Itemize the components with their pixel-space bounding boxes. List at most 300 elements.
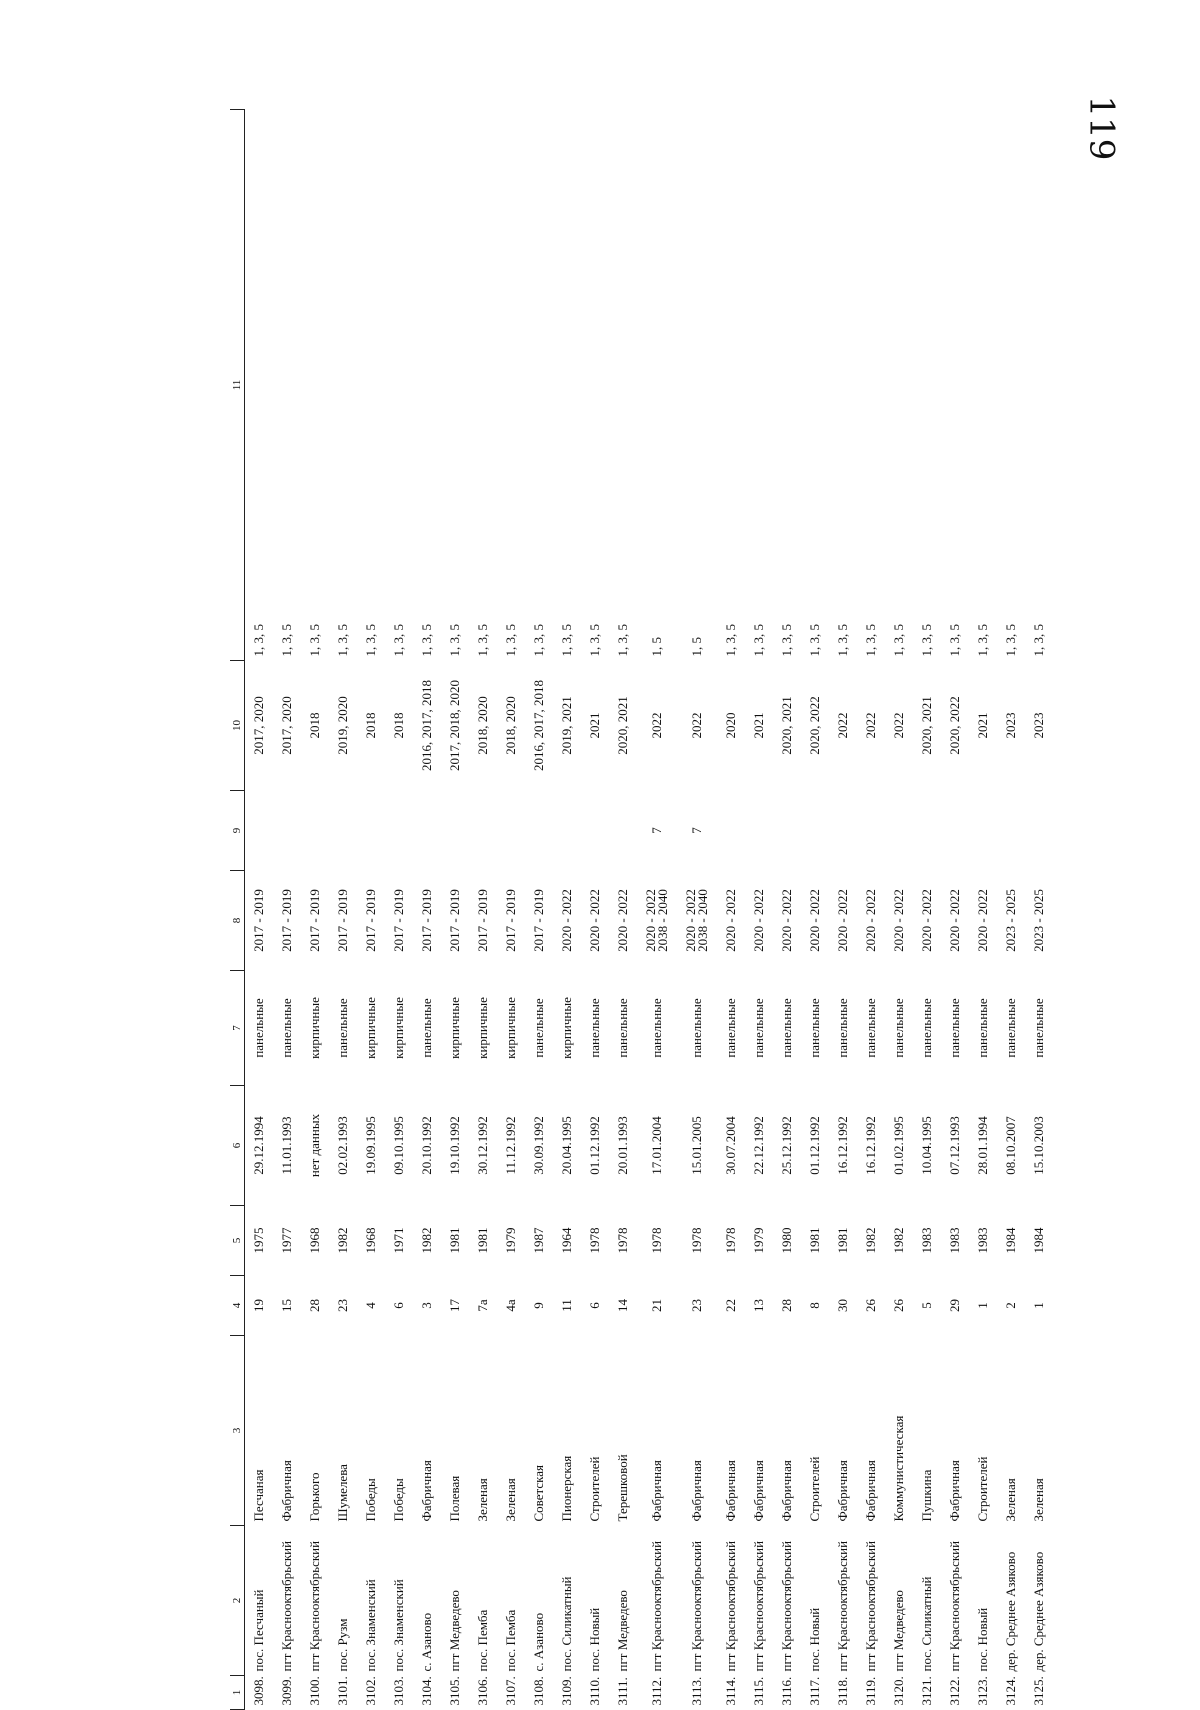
cell-codes: 1, 3, 5 [475, 624, 490, 657]
cell-date: 28.01.1994 [975, 1116, 990, 1175]
cell-date: 16.12.1992 [863, 1116, 878, 1175]
cell-years: 2018, 2020 [475, 696, 490, 755]
cell-years: 2020, 2021 [779, 696, 794, 755]
cell-extra-code: 7 [649, 827, 664, 834]
cell-house-number: 14 [615, 1299, 630, 1312]
cell-codes: 1, 3, 5 [307, 624, 322, 657]
cell-period: 2020 - 2022 [919, 889, 934, 952]
cell-extra-code [357, 791, 385, 871]
housing-table [230, 109, 1053, 1710]
cell-wall-material: панельные [891, 998, 906, 1058]
cell-row-number: 3118. [835, 1676, 850, 1706]
cell-street: Терешковой [615, 1454, 630, 1522]
cell-build-year: 1979 [503, 1227, 518, 1254]
cell-period: 2023 - 2025 [1003, 889, 1018, 952]
cell-build-year: 1978 [689, 1227, 704, 1254]
table-row [329, 110, 357, 1710]
cell-extra-code [1025, 791, 1053, 871]
cell-wall-material: панельные [587, 998, 602, 1058]
cell-years: 2018 [363, 712, 378, 739]
cell-house-number: 3 [419, 1302, 434, 1309]
cell-period: 2020 - 2022 [559, 889, 574, 952]
cell-wall-material: кирпичные [363, 997, 378, 1059]
cell-row-number: 3098. [251, 1676, 266, 1706]
cell-street: Пушкина [919, 1469, 934, 1522]
cell-house-number: 1 [975, 1302, 990, 1309]
cell-build-year: 1964 [559, 1227, 574, 1254]
cell-date: 30.07.2004 [723, 1116, 738, 1175]
cell-years: 2020, 2021 [919, 696, 934, 755]
cell-codes: 1, 3, 5 [363, 624, 378, 657]
cell-codes: 1, 3, 5 [447, 624, 462, 657]
cell-codes: 1, 3, 5 [559, 624, 574, 657]
cell-date: 19.10.1992 [447, 1116, 462, 1175]
cell-period: 2020 - 2022 [779, 889, 794, 952]
cell-build-year: 1982 [891, 1227, 906, 1254]
cell-build-year: 1981 [835, 1227, 850, 1254]
cell-build-year: 1971 [391, 1227, 406, 1254]
cell-house-number: 11 [559, 1299, 574, 1312]
cell-period: 2017 - 2019 [335, 889, 350, 952]
cell-house-number: 5 [919, 1302, 934, 1309]
cell-row-number: 3123. [975, 1676, 990, 1706]
cell-period: 2020 - 2022 2038 - 2040 [683, 889, 710, 952]
cell-row-number: 3103. [391, 1676, 406, 1706]
cell-house-number: 22 [723, 1299, 738, 1312]
cell-codes: 1, 3, 5 [335, 624, 350, 657]
cell-build-year: 1981 [475, 1227, 490, 1254]
cell-date: 02.02.1993 [335, 1116, 350, 1175]
cell-years: 2020, 2021 [615, 696, 630, 755]
cell-settlement: пгт Краснооктябрьский [835, 1540, 850, 1672]
column-header-4: 4 [230, 1276, 245, 1336]
cell-row-number: 3115. [751, 1676, 766, 1706]
cell-settlement: дер. Среднее Азяково [1031, 1551, 1046, 1672]
cell-years: 2020, 2022 [807, 696, 822, 755]
cell-street: Советская [531, 1465, 546, 1522]
table-row [273, 110, 301, 1710]
cell-build-year: 1968 [363, 1227, 378, 1254]
cell-codes: 1, 3, 5 [919, 624, 934, 657]
cell-settlement: пос. Силикатный [559, 1576, 574, 1672]
cell-settlement: пос. Силикатный [919, 1576, 934, 1672]
cell-wall-material: панельные [531, 998, 546, 1058]
cell-years: 2023 [1031, 712, 1046, 739]
cell-years: 2022 [863, 712, 878, 739]
cell-row-number: 3107. [503, 1676, 518, 1706]
cell-years: 2018 [391, 712, 406, 739]
cell-settlement: пос. Новый [975, 1607, 990, 1672]
cell-period: 2020 - 2022 [835, 889, 850, 952]
cell-years: 2018, 2020 [503, 696, 518, 755]
cell-date: 01.12.1992 [807, 1116, 822, 1175]
table-body [245, 110, 1054, 1710]
cell-settlement: пгт Краснооктябрьский [649, 1540, 664, 1672]
page-number: 119 [1081, 95, 1122, 161]
cell-date: 17.01.2004 [649, 1116, 664, 1175]
cell-period: 2017 - 2019 [419, 889, 434, 952]
cell-extra-code [525, 791, 553, 871]
cell-row-number: 3110. [587, 1676, 602, 1706]
cell-build-year: 1979 [751, 1227, 766, 1254]
cell-wall-material: панельные [779, 998, 794, 1058]
cell-build-year: 1968 [307, 1227, 322, 1254]
cell-build-year: 1983 [947, 1227, 962, 1254]
cell-house-number: 17 [447, 1299, 462, 1312]
table-row [969, 110, 997, 1710]
cell-years: 2017, 2020 [279, 696, 294, 755]
cell-date: 20.01.1993 [615, 1116, 630, 1175]
cell-build-year: 1981 [807, 1227, 822, 1254]
header-row [230, 110, 245, 1710]
cell-street: Фабричная [649, 1460, 664, 1522]
table-row [857, 110, 885, 1710]
cell-row-number: 3100. [307, 1676, 322, 1706]
table-row [997, 110, 1025, 1710]
cell-house-number: 26 [863, 1299, 878, 1312]
cell-build-year: 1982 [419, 1227, 434, 1254]
table-row [301, 110, 329, 1710]
cell-row-number: 3116. [779, 1676, 794, 1706]
cell-settlement: дер. Среднее Азяково [1003, 1551, 1018, 1672]
cell-row-number: 3122. [947, 1676, 962, 1706]
cell-street: Победы [363, 1478, 378, 1522]
cell-wall-material: панельные [975, 998, 990, 1058]
cell-street: Строителей [975, 1456, 990, 1522]
cell-build-year: 1977 [279, 1227, 294, 1254]
table-row [637, 110, 677, 1710]
cell-settlement: с. Азаново [531, 1612, 546, 1672]
cell-extra-code [773, 791, 801, 871]
cell-extra-code [385, 791, 413, 871]
cell-settlement: пос. Пемба [475, 1609, 490, 1672]
cell-wall-material: панельные [649, 998, 664, 1058]
cell-years: 2019, 2020 [335, 696, 350, 755]
cell-settlement: пос. Знаменский [363, 1579, 378, 1672]
column-header-1: 1 [230, 1676, 245, 1710]
column-header-11: 11 [230, 110, 245, 661]
cell-row-number: 3111. [615, 1677, 630, 1706]
cell-build-year: 1978 [615, 1227, 630, 1254]
table-row [497, 110, 525, 1710]
cell-row-number: 3117. [807, 1676, 822, 1706]
cell-period: 2017 - 2019 [391, 889, 406, 952]
cell-date: 30.12.1992 [475, 1116, 490, 1175]
cell-wall-material: кирпичные [447, 997, 462, 1059]
cell-date: 11.12.1992 [503, 1116, 518, 1175]
cell-street: Фабричная [279, 1460, 294, 1522]
cell-date: 22.12.1992 [751, 1116, 766, 1175]
cell-house-number: 7а [475, 1299, 490, 1312]
cell-codes: 1, 3, 5 [503, 624, 518, 657]
cell-wall-material: панельные [251, 998, 266, 1058]
cell-date: 08.10.2007 [1003, 1116, 1018, 1175]
cell-period: 2020 - 2022 [587, 889, 602, 952]
cell-period: 2020 - 2022 [723, 889, 738, 952]
cell-extra-code [329, 791, 357, 871]
cell-build-year: 1975 [251, 1227, 266, 1254]
cell-extra-code [829, 791, 857, 871]
cell-row-number: 3104. [419, 1676, 434, 1706]
cell-extra-code [913, 791, 941, 871]
cell-street: Фабричная [947, 1460, 962, 1522]
table-row [913, 110, 941, 1710]
cell-street: Фабричная [723, 1460, 738, 1522]
cell-date: 01.12.1992 [587, 1116, 602, 1175]
column-header-8: 8 [230, 871, 245, 971]
cell-codes: 1, 3, 5 [751, 624, 766, 657]
cell-codes: 1, 3, 5 [419, 624, 434, 657]
cell-wall-material: панельные [1031, 998, 1046, 1058]
cell-settlement: пос. Рузм [335, 1618, 350, 1672]
cell-build-year: 1980 [779, 1227, 794, 1254]
cell-extra-code [857, 791, 885, 871]
table-row [609, 110, 637, 1710]
cell-date: 15.01.2005 [689, 1116, 704, 1175]
cell-period: 2017 - 2019 [279, 889, 294, 952]
cell-years: 2017, 2020 [251, 696, 266, 755]
cell-date: 25.12.1992 [779, 1116, 794, 1175]
cell-wall-material: панельные [1003, 998, 1018, 1058]
cell-date: 15.10.2003 [1031, 1116, 1046, 1175]
cell-wall-material: панельные [419, 998, 434, 1058]
cell-codes: 1, 3, 5 [863, 624, 878, 657]
cell-codes: 1, 3, 5 [807, 624, 822, 657]
table-row [1025, 110, 1053, 1710]
cell-wall-material: панельные [723, 998, 738, 1058]
cell-wall-material: панельные [919, 998, 934, 1058]
cell-house-number: 21 [649, 1299, 664, 1312]
cell-house-number: 19 [251, 1299, 266, 1312]
cell-years: 2020, 2022 [947, 696, 962, 755]
cell-period: 2017 - 2019 [503, 889, 518, 952]
column-header-5: 5 [230, 1206, 245, 1276]
cell-codes: 1, 3, 5 [835, 624, 850, 657]
cell-settlement: пгт Краснооктябрьский [689, 1540, 704, 1672]
cell-settlement: пос. Знаменский [391, 1579, 406, 1672]
cell-extra-code [553, 791, 581, 871]
cell-build-year: 1978 [587, 1227, 602, 1254]
cell-years: 2022 [835, 712, 850, 739]
cell-period: 2017 - 2019 [363, 889, 378, 952]
table-row [745, 110, 773, 1710]
rotated-table-wrapper [230, 110, 1046, 1710]
cell-house-number: 4а [503, 1299, 518, 1312]
cell-date: 20.10.1992 [419, 1116, 434, 1175]
table-row [717, 110, 745, 1710]
cell-wall-material: панельные [863, 998, 878, 1058]
cell-extra-code [581, 791, 609, 871]
table-row [245, 110, 274, 1710]
cell-settlement: пгт Краснооктябрьский [307, 1540, 322, 1672]
cell-years: 2017, 2018, 2020 [447, 680, 462, 771]
cell-build-year: 1978 [723, 1227, 738, 1254]
cell-street: Горького [307, 1472, 322, 1522]
cell-date: 16.12.1992 [835, 1116, 850, 1175]
cell-years: 2021 [587, 712, 602, 739]
column-header-10: 10 [230, 661, 245, 791]
cell-wall-material: кирпичные [559, 997, 574, 1059]
cell-row-number: 3102. [363, 1676, 378, 1706]
cell-period: 2020 - 2022 [615, 889, 630, 952]
cell-codes: 1, 3, 5 [587, 624, 602, 657]
cell-period: 2020 - 2022 [975, 889, 990, 952]
cell-period: 2020 - 2022 [947, 889, 962, 952]
cell-house-number: 4 [363, 1302, 378, 1309]
cell-extra-code [441, 791, 469, 871]
cell-street: Фабричная [689, 1460, 704, 1522]
cell-codes: 1, 3, 5 [615, 624, 630, 657]
cell-years: 2021 [751, 712, 766, 739]
cell-house-number: 23 [689, 1299, 704, 1312]
cell-build-year: 1982 [863, 1227, 878, 1254]
cell-build-year: 1983 [975, 1227, 990, 1254]
cell-street: Зеленая [1031, 1478, 1046, 1522]
table-row [525, 110, 553, 1710]
cell-extra-code [245, 791, 274, 871]
cell-codes: 1, 3, 5 [779, 624, 794, 657]
cell-settlement: пос. Пемба [503, 1609, 518, 1672]
cell-period: 2020 - 2022 2038 - 2040 [643, 889, 670, 952]
cell-settlement: с. Азаново [419, 1612, 434, 1672]
table-row [385, 110, 413, 1710]
cell-date: 09.10.1995 [391, 1116, 406, 1175]
cell-codes: 1, 3, 5 [891, 624, 906, 657]
cell-years: 2023 [1003, 712, 1018, 739]
cell-street: Фабричная [779, 1460, 794, 1522]
column-header-9: 9 [230, 791, 245, 871]
cell-codes: 1, 3, 5 [279, 624, 294, 657]
cell-settlement: пгт Медведево [615, 1590, 630, 1672]
cell-street: Пионерская [559, 1455, 574, 1522]
cell-settlement: пгт Краснооктябрьский [279, 1540, 294, 1672]
cell-codes: 1, 3, 5 [391, 624, 406, 657]
cell-extra-code [273, 791, 301, 871]
cell-extra-code [745, 791, 773, 871]
cell-house-number: 29 [947, 1299, 962, 1312]
cell-house-number: 30 [835, 1299, 850, 1312]
cell-years: 2020 [723, 712, 738, 739]
table-row [413, 110, 441, 1710]
cell-settlement: пгт Медведево [447, 1590, 462, 1672]
cell-row-number: 3125. [1031, 1676, 1046, 1706]
cell-wall-material: панельные [689, 998, 704, 1058]
cell-wall-material: кирпичные [503, 997, 518, 1059]
cell-wall-material: панельные [615, 998, 630, 1058]
cell-years: 2022 [649, 712, 664, 739]
cell-house-number: 28 [779, 1299, 794, 1312]
column-header-3: 3 [230, 1336, 245, 1526]
cell-street: Зеленая [503, 1478, 518, 1522]
cell-build-year: 1984 [1003, 1227, 1018, 1254]
table-row [553, 110, 581, 1710]
cell-codes: 1, 3, 5 [947, 624, 962, 657]
cell-codes: 1, 3, 5 [723, 624, 738, 657]
cell-settlement: пгт Краснооктябрьский [863, 1540, 878, 1672]
cell-period: 2023 - 2025 [1031, 889, 1046, 952]
cell-codes: 1, 3, 5 [975, 624, 990, 657]
cell-years: 2018 [307, 712, 322, 739]
cell-extra-code [885, 791, 913, 871]
cell-house-number: 26 [891, 1299, 906, 1312]
cell-period: 2017 - 2019 [251, 889, 266, 952]
column-header-7: 7 [230, 971, 245, 1086]
table-row [581, 110, 609, 1710]
cell-street: Зеленая [475, 1478, 490, 1522]
table-row [941, 110, 969, 1710]
cell-wall-material: панельные [335, 998, 350, 1058]
cell-extra-code [997, 791, 1025, 871]
cell-build-year: 1978 [649, 1227, 664, 1254]
cell-extra-code [413, 791, 441, 871]
cell-wall-material: кирпичные [307, 997, 322, 1059]
cell-codes: 1, 3, 5 [1031, 624, 1046, 657]
table-row [469, 110, 497, 1710]
cell-codes: 1, 5 [689, 637, 704, 657]
cell-years: 2016, 2017, 2018 [419, 680, 434, 771]
cell-wall-material: панельные [807, 998, 822, 1058]
cell-period: 2020 - 2022 [891, 889, 906, 952]
cell-period: 2017 - 2019 [307, 889, 322, 952]
cell-settlement: пгт Краснооктябрьский [779, 1540, 794, 1672]
cell-row-number: 3105. [447, 1676, 462, 1706]
cell-period: 2020 - 2022 [807, 889, 822, 952]
cell-codes: 1, 5 [649, 637, 664, 657]
cell-extra-code [469, 791, 497, 871]
cell-date: 01.02.1995 [891, 1116, 906, 1175]
cell-extra-code [301, 791, 329, 871]
cell-row-number: 3099. [279, 1676, 294, 1706]
table-row [885, 110, 913, 1710]
table-row [829, 110, 857, 1710]
cell-wall-material: кирпичные [391, 997, 406, 1059]
table-row [677, 110, 717, 1710]
cell-street: Фабричная [835, 1460, 850, 1522]
cell-build-year: 1981 [447, 1227, 462, 1254]
cell-years: 2022 [891, 712, 906, 739]
cell-street: Фабричная [419, 1460, 434, 1522]
cell-settlement: пгт Медведево [891, 1590, 906, 1672]
cell-wall-material: кирпичные [475, 997, 490, 1059]
table-row [773, 110, 801, 1710]
cell-row-number: 3119. [863, 1676, 878, 1706]
cell-wall-material: панельные [947, 998, 962, 1058]
cell-row-number: 3101. [335, 1676, 350, 1706]
cell-build-year: 1984 [1031, 1227, 1046, 1254]
table-row [801, 110, 829, 1710]
cell-wall-material: панельные [835, 998, 850, 1058]
cell-date: 20.04.1995 [559, 1116, 574, 1175]
cell-row-number: 3114. [723, 1676, 738, 1706]
column-header-6: 6 [230, 1086, 245, 1206]
cell-settlement: пгт Краснооктябрьский [723, 1540, 738, 1672]
cell-house-number: 28 [307, 1299, 322, 1312]
cell-row-number: 3108. [531, 1676, 546, 1706]
cell-extra-code: 7 [689, 827, 704, 834]
cell-house-number: 23 [335, 1299, 350, 1312]
cell-row-number: 3112. [649, 1676, 664, 1706]
cell-years: 2019, 2021 [559, 696, 574, 755]
cell-wall-material: панельные [279, 998, 294, 1058]
cell-street: Зеленая [1003, 1478, 1018, 1522]
cell-date: 11.01.1993 [279, 1116, 294, 1175]
cell-row-number: 3109. [559, 1676, 574, 1706]
cell-build-year: 1983 [919, 1227, 934, 1254]
cell-street: Шумелева [335, 1464, 350, 1522]
cell-build-year: 1987 [531, 1227, 546, 1254]
cell-house-number: 2 [1003, 1302, 1018, 1309]
cell-house-number: 8 [807, 1302, 822, 1309]
